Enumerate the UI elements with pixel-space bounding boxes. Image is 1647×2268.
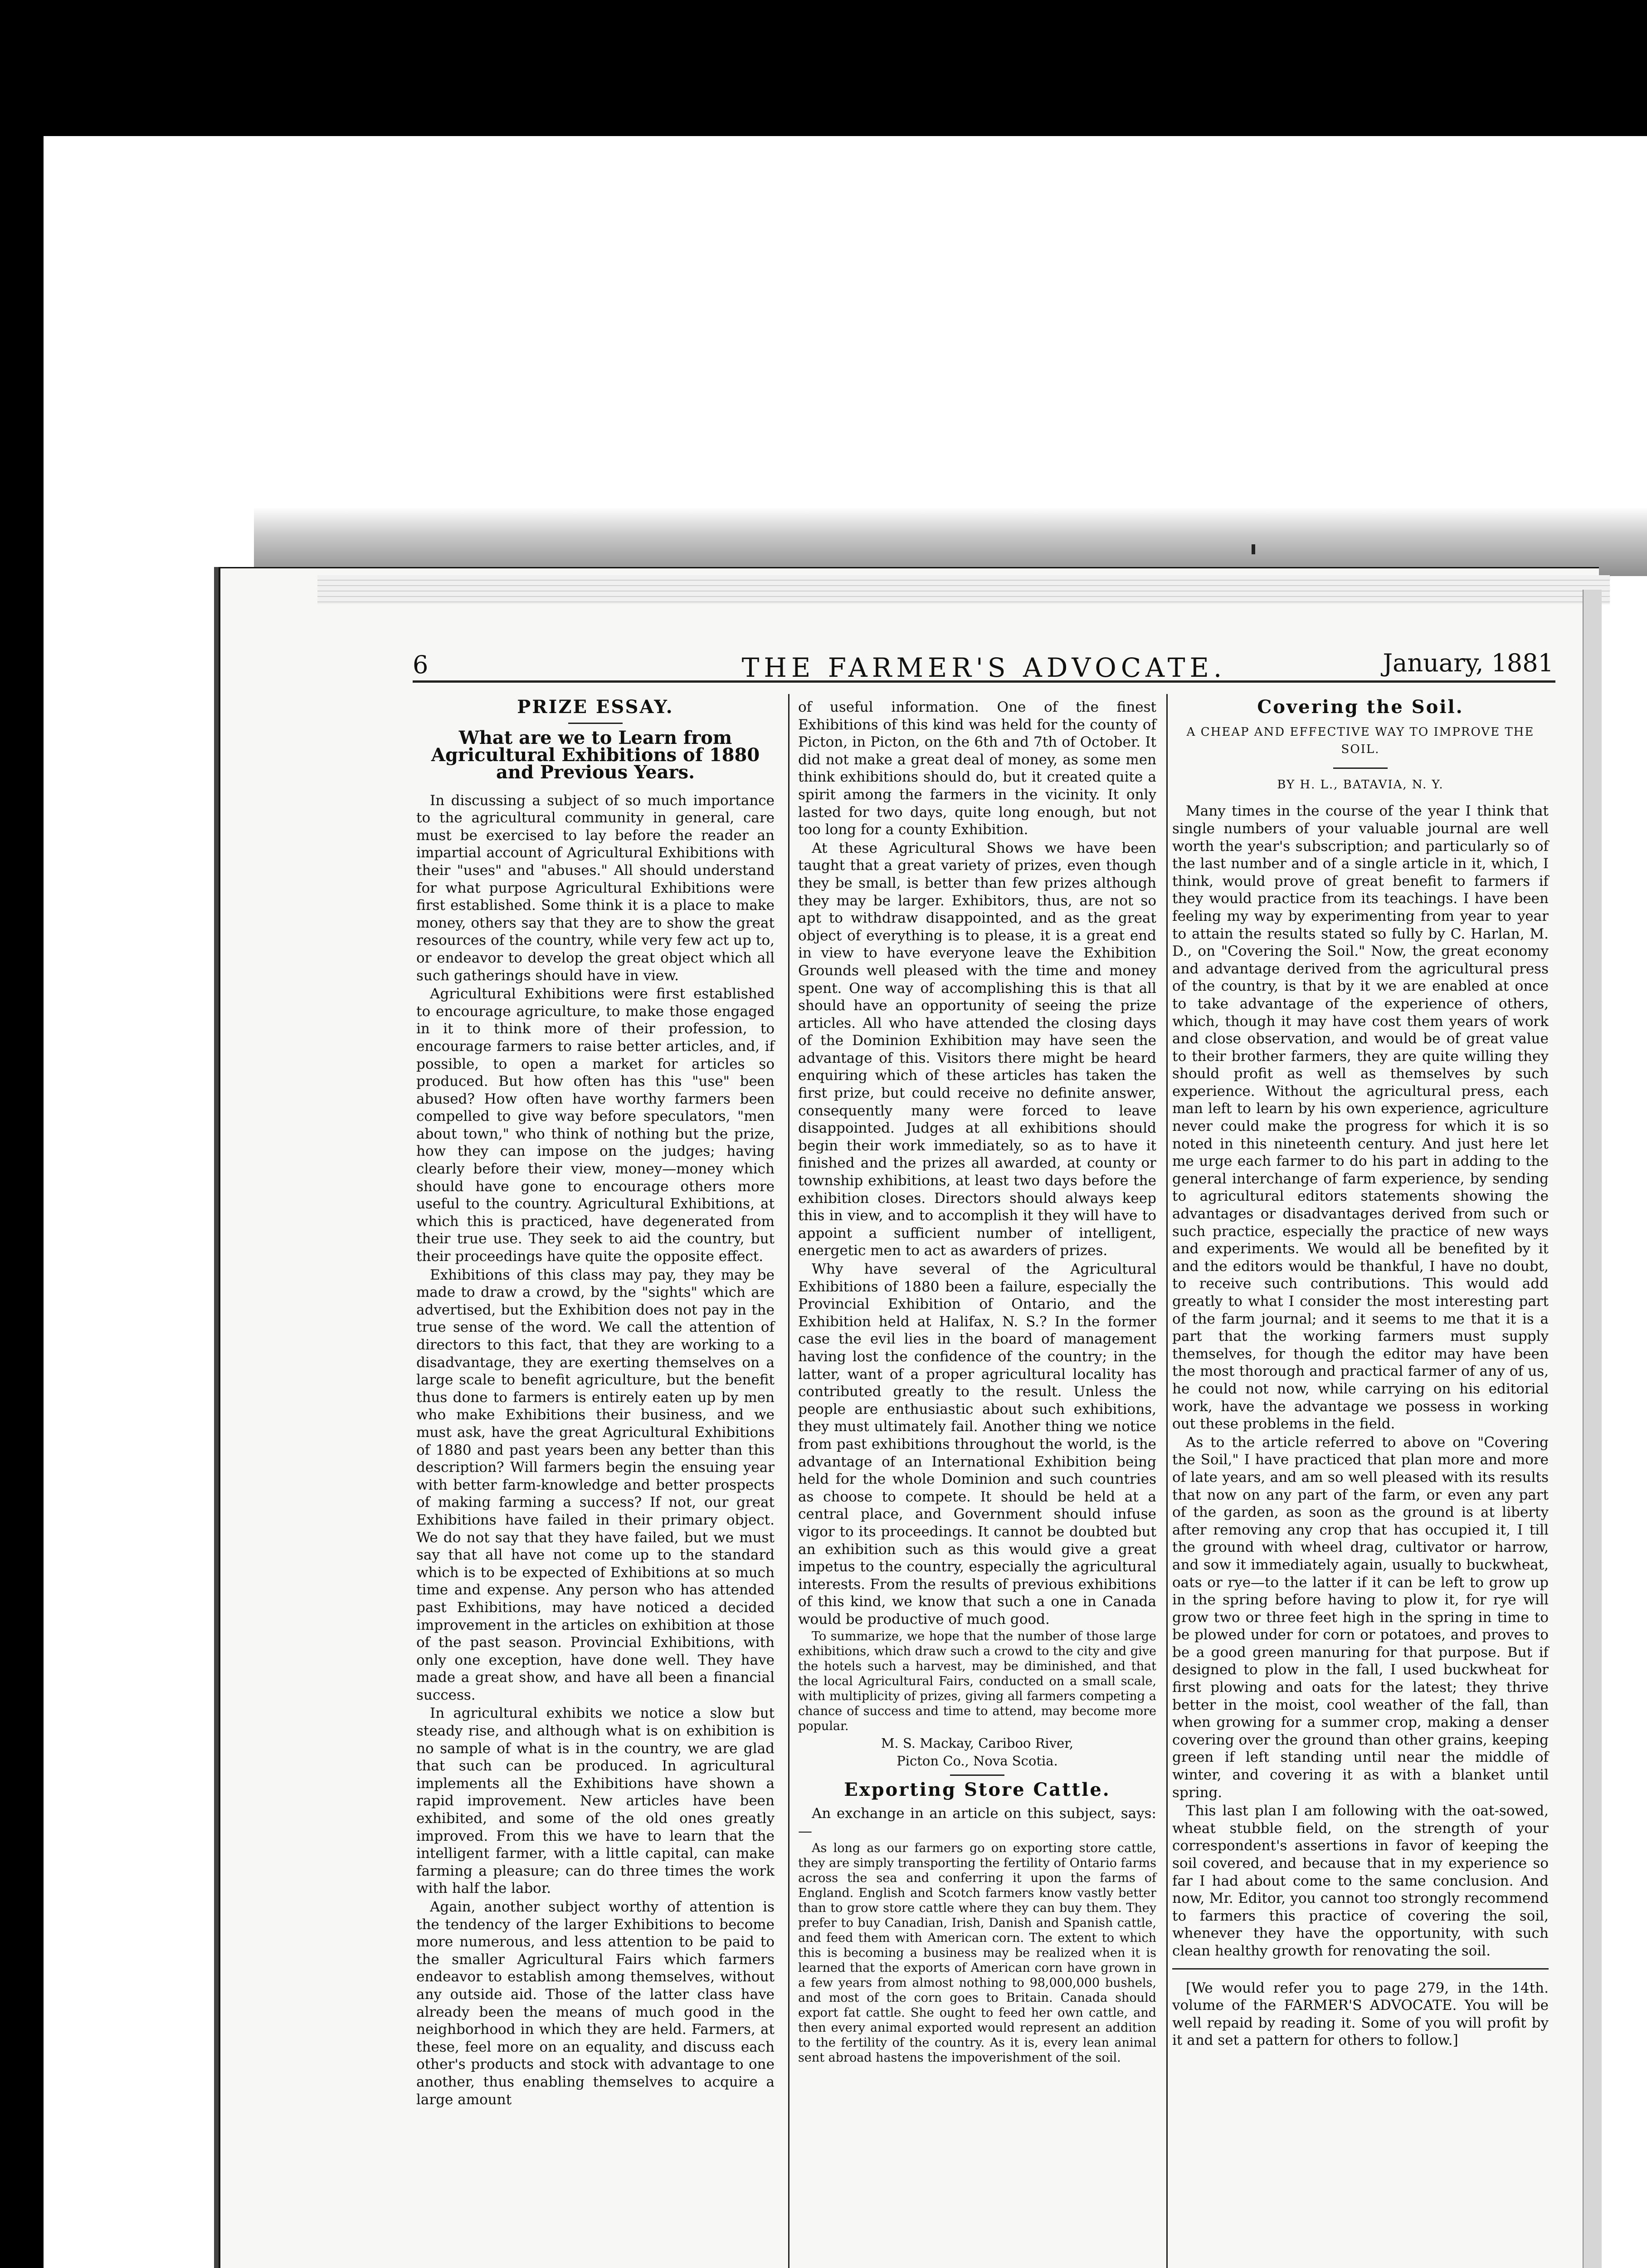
- column-rule: [788, 694, 789, 2268]
- column-1: [416, 696, 775, 2109]
- byline: BY H. L., BATAVIA, N. Y.: [1277, 777, 1444, 792]
- page-edge-stack: [317, 575, 1610, 604]
- masthead: THE FARMER'S ADVOCATE.: [741, 652, 1227, 683]
- section-heading: PRIZE ESSAY.: [517, 696, 674, 718]
- paragraph: Again, another subject worthy of attention is the tendency of the larger Exhibitions to become more numerous, and less attention to be paid to the smaller Agricultural Fairs which farmers endeavor to establish among themselves, without any outside aid. Those of the latter class have already been the means of much good in the neighborhood in which they are held. Farmers, at these, feel more on an equality, and discuss each other's products and stock with advantage to one another, thus enabling themselves to acquire a large amount: [416, 1899, 775, 2108]
- article-title: What are we to Learn from Agricultural Exhibitions of 1880 and Previous Years.: [431, 727, 760, 783]
- paragraph: of useful information. One of the finest Exhibitions of this kind was held for the county of Picton, in Picton, on the 6th and 7th of October. It did not make a great deal of money, as some men think exhibitions should do, but it created quite a spirit among the farmers in the vicinity. It only lasted for two days, quite long enough, but not too long for a county Exhibition.: [798, 699, 1156, 838]
- article-title: Exporting Store Cattle.: [844, 1779, 1111, 1800]
- paragraph: This last plan I am following with the oat-sowed, wheat stubble field, on the strength of your correspondent's assertions in favor of keeping the soil covered, and because that in my experience so far I had about come to the same conclusion. And now, Mr. Editor, you cannot too strongly recommend to farmers this practice of covering the soil, whenever they have the opportunity, with such clean healthy growth for renovating the soil.: [1172, 1803, 1549, 1959]
- divider: [1333, 767, 1388, 769]
- divider: [1172, 1968, 1549, 1970]
- paragraph: An exchange in an article on this subject, says:—: [798, 1805, 1156, 1839]
- page-right-edge: [1583, 590, 1602, 2268]
- signature-line: Picton Co., Nova Scotia.: [897, 1753, 1058, 1769]
- page-number: 6: [413, 650, 429, 679]
- paragraph: As to the article referred to above on "Covering the Soil," I have practiced that plan more and more of late years, and am so well pleased with its results that now on any part of the farm, or even any part of the garden, as soon as the ground is at liberty after removing any crop that has occupied it, I till the ground with wheel drag, cultivator or harrow, and sow it immediately again, usually to buckwheat, oats or rye—to the latter if it can be left to grow up in the spring before having to plow it, for rye will grow two or three feet high in the spring in time to be plowed under for corn or potatoes, and proves to be a good green manuring for that purpose. But if designed to plow in the fall, I used buckwheat for first plowing and oats for the latest; they thrive better in the moist, cool weather of the fall, than when growing for a summer crop, making a denser covering over the ground than other grains, keeping green if left standing until near the middle of winter, and covering it as with a blanket until spring.: [1172, 1434, 1549, 1801]
- paragraph: Many times in the course of the year I think that single numbers of your valuable journal are well worth the year's subscription; and particularly so of the last number and of a single article in it, which, I think, would prove of great benefit to farmers if they would practice from its teachings. I have been feeling my way by experimenting from year to year to attain the results stated so fully by C. Harlan, M. D., on "Covering the Soil." Now, the great economy and advantage derived from the agricultural press of the country, is that by it we are enabled at once to take advantage of the experience of others, which, though it may have cost them years of work and close observation, and would be of great value to their brother farmers, they are quite willing they should profit as well as themselves by such experience. Without the agricultural press, each man left to learn by his own experience, agriculture never could make the progress for which it is so noted in this nineteenth century. And just here let me urge each farmer to do his part in adding to the general interchange of farm experience, by sending to agricultural editors statements showing the advantages or disadvantages derived from such or such practice, especially the practice of new ways and experiments. We would all be benefited by it and the editors would be thankful, I have no doubt, to receive such contributions. This would add greatly to what I consider the most interesting part of the farm journal; and it seems to me that it is a part that the working farmers must supply themselves, for though the editor may have been the most thorough and practical farmer of any of us, he could not now, while carrying on his editorial work, have the advantage we possess in working out these problems in the field.: [1172, 803, 1549, 1432]
- column-rule: [1166, 694, 1168, 2268]
- paragraph: Why have several of the Agricultural Exhibitions of 1880 been a failure, especially the Provincial Exhibition of Ontario, and the Exhibition held at Halifax, N. S.? In the former case the evil lies in the board of management having lost the confidence of the country; in the latter, want of a proper agricultural locality has contributed greatly to the result. Unless the people are enthusiastic about such exhibitions, they must ultimately fail. Another thing we notice from past exhibitions throughout the world, is the advantage of an International Exhibition being held for the whole Dominion and such countries as choose to compete. It should be held at a central place, and Government should infuse vigor to its proceedings. It cannot be doubted but an exhibition such as this would give a great impetus to the country, especially the agricultural interests. From the results of previous exhibitions of this kind, we know that such a one in Canada would be productive of much good.: [798, 1261, 1156, 1628]
- issue-date: January, 1881: [1383, 649, 1554, 677]
- article-subtitle: A CHEAP AND EFFECTIVE WAY TO IMPROVE THE SOIL.: [1186, 725, 1535, 757]
- scan-speck: [1252, 544, 1255, 554]
- paragraph: In agricultural exhibits we notice a slow but steady rise, and although what is on exhibition is no sample of what is in the country, we are glad that such can be produced. In agricultural implements all the Exhibitions have shown a rapid improvement. New articles have been exhibited, and some of the old ones greatly improved. From this we have to learn that the intelligent farmer, with a little capital, can make farming a pleasure; can do three times the work with half the labor.: [416, 1705, 775, 1897]
- paragraph: In discussing a subject of so much importance to the agricultural community in general, care must be exercised to lay before the reader an impartial account of Agricultural Exhibitions with their "uses" and "abuses." All should understand for what purpose Agricultural Exhibitions were first established. Some think it is a place to make money, others say that they are to show the great resources of the country, while very few act up to, or endeavor to develop the great object which all such gatherings should have in view.: [416, 792, 775, 984]
- editor-note: [We would refer you to page 279, in the 14th. volume of the FARMER'S ADVOCATE. You will be well repaid by reading it. Some of you will profit by it and set a pattern for others to follow.]: [1172, 1980, 1549, 2049]
- paragraph: To summarize, we hope that the number of those large exhibitions, which draw such a crowd to the city and give the hotels such a harvest, may be diminished, and that the local Agricultural Fairs, conducted on a small scale, with multiplicity of prizes, giving all farmers competing a chance of success and time to attend, may become more popular.: [798, 1629, 1156, 1734]
- paragraph: Agricultural Exhibitions were first established to encourage agriculture, to make those engaged in it to think more of their profession, to encourage farmers to raise better articles, and, if possible, to open a market for articles so produced. But how often has this "use" been abused? How often have worthy farmers been compelled to give way before speculators, "men about town," who think of nothing but the prize, how they can impose on the judges; having clearly before their view, money—money which should have gone to encourage others more useful to the country. Agricultural Exhibitions, at which this is practiced, have degenerated from their true use. They seek to aid the country, but their proceedings have quite the opposite effect.: [416, 986, 775, 1265]
- page-header: [413, 649, 1555, 683]
- divider: [950, 1774, 1004, 1776]
- divider: [568, 723, 623, 724]
- paragraph: Exhibitions of this class may pay, they may be made to draw a crowd, by the "sights" which are advertised, but the Exhibition does not pay in the true sense of the word. We call the attention of directors to this fact, that they are working to a disadvantage, they are exerting themselves on a large scale to benefit agriculture, but the benefit thus done to farmers is entirely eaten up by men who make Exhibitions their business, and we must ask, have the great Agricultural Exhibitions of 1880 and past years been any better than this description? Will farmers begin the ensuing year with better farm-knowledge and better prospects of making farming a success? If not, our great Exhibitions have failed in their primary object. We do not say that they have failed, but we must say that all have not come up to the standard which is to be expected of Exhibitions at so much time and expense. Any person who has attended past Exhibitions, may have noticed a decided improvement in the articles on exhibition at those of the past season. Provincial Exhibitions, with only one exception, have done well. They have made a great show, and have all been a financial success.: [416, 1266, 775, 1703]
- signature-line: M. S. Mackay, Cariboo River,: [881, 1735, 1074, 1751]
- column-3: [1172, 696, 1549, 2050]
- article-title: Covering the Soil.: [1257, 696, 1464, 718]
- column-2: [798, 699, 1156, 2066]
- paragraph: At these Agricultural Shows we have been taught that a great variety of prizes, even though they be small, is better than few prizes although they may be larger. Exhibitors, thus, are not so apt to withdraw disappointed, and as the great object of everything is to please, it is a great end in view to have everyone leave the Exhibition Grounds well pleased with the time and money spent. One way of accomplishing this is that all should have an opportunity of seeing the prize articles. All who have attended the closing days of the Dominion Exhibition may have seen the advantage of this. Visitors there might be heard enquiring which of these articles has taken the first prize, but could receive no definite answer, consequently many were forced to leave disappointed. Judges at all exhibitions should begin their work immediately, so as to have it finished and the prizes all awarded, at county or township exhibitions, at least two days before the exhibition closes. Directors should always keep this in view, and to accomplish it they will have to appoint a sufficient number of intelligent, energetic men to act as awarders of prizes.: [798, 840, 1156, 1259]
- quoted-paragraph: As long as our farmers go on exporting store cattle, they are simply transporting the fertility of Ontario farms across the sea and conferring it upon the farms of England. English and Scotch farmers know vastly better than to grow store cattle where they can buy them. They prefer to buy Canadian, Irish, Danish and Spanish cattle, and feed them with American corn. The extent to which this is becoming a business may be realized when it is learned that the exports of American corn have grown in a few years from almost nothing to 98,000,000 bushels, and most of the corn goes to Britain. Canada should export fat cattle. She ought to feed her own cattle, and then every animal exported would represent an addition to the fertility of the country. As it is, every lean animal sent abroad hastens the impoverishment of the soil.: [798, 1841, 1156, 2065]
- page-shadow: [254, 508, 1647, 576]
